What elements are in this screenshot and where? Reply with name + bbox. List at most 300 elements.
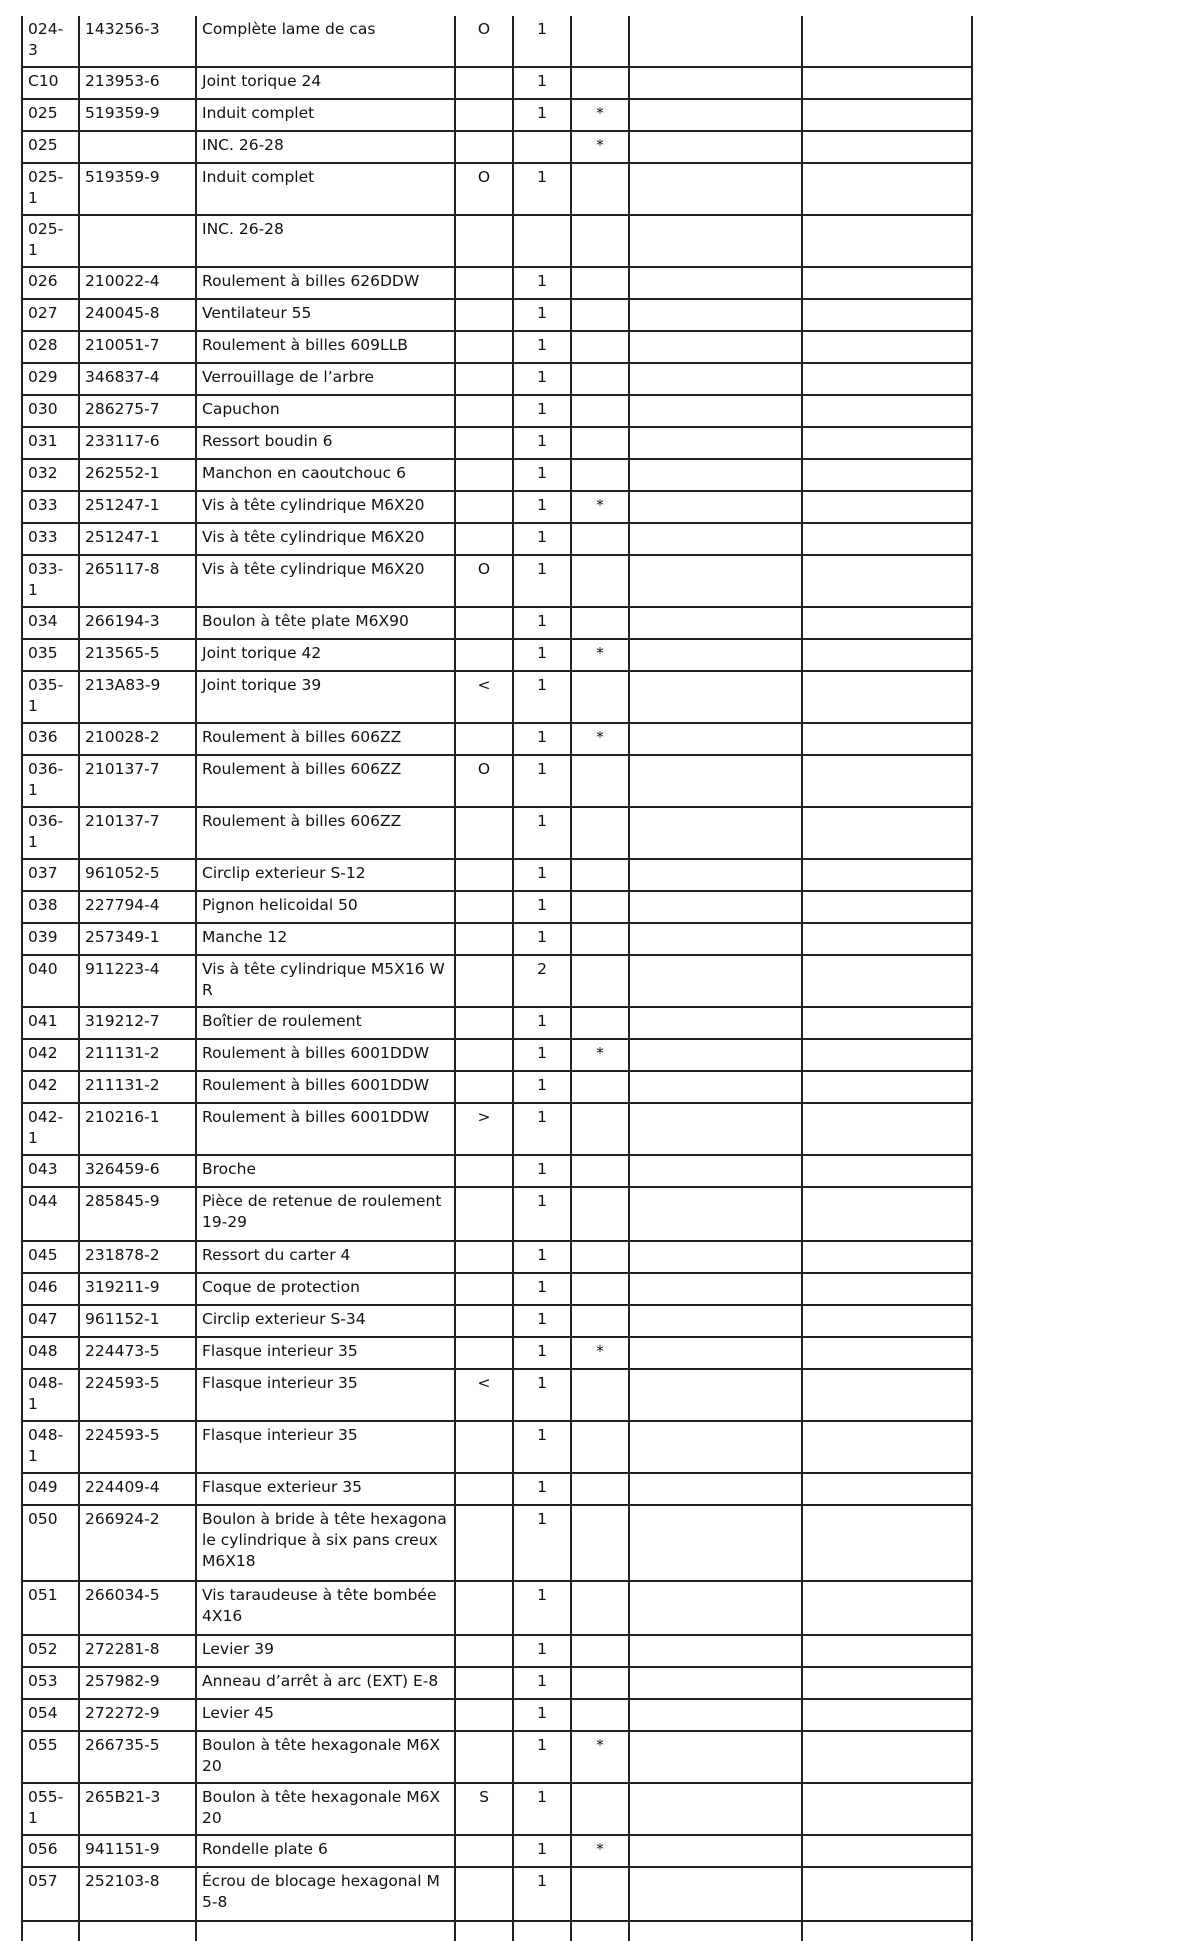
empty-cell (629, 607, 802, 639)
part-number-text: 961052-5 (85, 864, 160, 882)
quantity-text: 1 (537, 1246, 547, 1264)
change-mark-cell (571, 1305, 629, 1337)
item-number-text: 048 (28, 1342, 58, 1360)
item-number-cell (22, 1103, 79, 1155)
part-number-text: 257349-1 (85, 928, 160, 946)
part-number-cell (79, 1783, 196, 1835)
part-number-text: 224473-5 (85, 1342, 160, 1360)
item-number-cell (22, 723, 79, 755)
quantity-text: 1 (537, 272, 547, 290)
part-number-text: 210028-2 (85, 728, 160, 746)
quantity-cell (513, 923, 571, 955)
change-mark-cell (571, 891, 629, 923)
table-row (22, 1867, 972, 1921)
empty-cell (629, 331, 802, 363)
note-cell (455, 1273, 513, 1305)
table-row (22, 67, 972, 99)
description-cell (196, 1473, 455, 1505)
quantity-text: 1 (537, 1672, 547, 1690)
description-text: Roulement à billes 606ZZ (202, 760, 402, 778)
part-number-cell (79, 1273, 196, 1305)
table-row (22, 923, 972, 955)
description-cell (196, 1731, 455, 1783)
description-cell (196, 1273, 455, 1305)
part-number-text: 266194-3 (85, 612, 160, 630)
quantity-text: 2 (537, 960, 547, 978)
quantity-text: 1 (537, 560, 547, 578)
item-number-cell (22, 1007, 79, 1039)
description-text: Ressort du carter 4 (202, 1246, 351, 1264)
table-row (22, 1667, 972, 1699)
part-number-cell (79, 891, 196, 923)
note-cell (455, 163, 513, 215)
empty-cell (802, 955, 972, 1007)
description-text: Vis à tête cylindrique M6X20 (202, 528, 425, 546)
change-mark-cell (571, 99, 629, 131)
description-text: Verrouillage de l’arbre (202, 368, 374, 386)
empty-cell (802, 131, 972, 163)
empty-cell (629, 955, 802, 1007)
part-number-text: 233117-6 (85, 432, 160, 450)
note-cell (455, 723, 513, 755)
note-cell (455, 1155, 513, 1187)
description-cell (196, 1155, 455, 1187)
table-row (22, 395, 972, 427)
table-row (22, 723, 972, 755)
quantity-cell (513, 1421, 571, 1473)
part-number-text: 251247-1 (85, 528, 160, 546)
empty-cell (629, 671, 802, 723)
description-text: Flasque interieur 35 (202, 1374, 358, 1392)
note-cell (455, 923, 513, 955)
change-mark-cell (571, 67, 629, 99)
part-number-cell (79, 131, 196, 163)
item-number-text: 048-1 (28, 1374, 64, 1413)
empty-cell (802, 1155, 972, 1187)
description-text: Rondelle plate 6 (202, 1840, 328, 1858)
note-cell (455, 491, 513, 523)
empty-cell (802, 1699, 972, 1731)
change-mark-cell (571, 459, 629, 491)
description-text: Coque de protection (202, 1278, 360, 1296)
change-mark-cell (571, 607, 629, 639)
quantity-cell (513, 1473, 571, 1505)
part-number-cell (79, 1241, 196, 1273)
quantity-cell (513, 395, 571, 427)
table-row (22, 1505, 972, 1581)
table-row (22, 1039, 972, 1071)
change-mark-text: * (596, 728, 604, 746)
table-row (22, 1369, 972, 1421)
item-number-text: 035 (28, 644, 58, 662)
part-number-cell (79, 1305, 196, 1337)
item-number-text: 036 (28, 728, 58, 746)
part-number-cell (79, 16, 196, 67)
quantity-text: 1 (537, 1278, 547, 1296)
quantity-cell (513, 1337, 571, 1369)
empty-cell (802, 523, 972, 555)
table-row (22, 427, 972, 459)
empty-cell (629, 1783, 802, 1835)
quantity-cell (513, 671, 571, 723)
quantity-text: 1 (537, 1788, 547, 1806)
part-number-cell (79, 923, 196, 955)
empty-cell (571, 1921, 629, 1941)
note-cell (455, 1071, 513, 1103)
item-number-text: 046 (28, 1278, 58, 1296)
empty-cell (802, 1369, 972, 1421)
note-cell (455, 1731, 513, 1783)
empty-cell (629, 1421, 802, 1473)
empty-cell (629, 1305, 802, 1337)
change-mark-cell (571, 1505, 629, 1581)
empty-cell (629, 1667, 802, 1699)
note-cell (455, 955, 513, 1007)
description-text: Roulement à billes 6001DDW (202, 1108, 430, 1126)
item-number-text: 038 (28, 896, 58, 914)
empty-cell (629, 523, 802, 555)
change-mark-text: * (596, 104, 604, 122)
note-cell (455, 755, 513, 807)
description-text: Induit complet (202, 168, 315, 186)
description-text: Flasque interieur 35 (202, 1426, 358, 1444)
empty-cell (629, 1505, 802, 1581)
item-number-cell (22, 1667, 79, 1699)
item-number-cell (22, 639, 79, 671)
quantity-cell (513, 215, 571, 267)
description-cell (196, 131, 455, 163)
item-number-text: 037 (28, 864, 58, 882)
change-mark-cell (571, 1007, 629, 1039)
part-number-text: 266735-5 (85, 1736, 160, 1754)
empty-cell (629, 891, 802, 923)
quantity-cell (513, 163, 571, 215)
part-number-cell (79, 1473, 196, 1505)
item-number-text: 031 (28, 432, 58, 450)
quantity-cell (513, 491, 571, 523)
item-number-text: 035-1 (28, 676, 64, 715)
quantity-cell (513, 1305, 571, 1337)
change-mark-cell (571, 755, 629, 807)
item-number-cell (22, 1273, 79, 1305)
description-cell (196, 1635, 455, 1667)
description-text: Vis taraudeuse à tête bombée 4X16 (202, 1586, 437, 1625)
item-number-cell (22, 363, 79, 395)
part-number-cell (79, 555, 196, 607)
change-mark-cell (571, 1581, 629, 1635)
change-mark-cell (571, 427, 629, 459)
quantity-cell (513, 427, 571, 459)
quantity-cell (513, 1867, 571, 1921)
empty-cell (802, 299, 972, 331)
part-number-text: 213565-5 (85, 644, 160, 662)
part-number-text: 319212-7 (85, 1012, 160, 1030)
description-text: Complète lame de cas (202, 20, 376, 38)
part-number-cell (79, 1581, 196, 1635)
part-number-cell (79, 99, 196, 131)
empty-cell (802, 331, 972, 363)
change-mark-cell (571, 1699, 629, 1731)
quantity-cell (513, 891, 571, 923)
quantity-cell (513, 1155, 571, 1187)
part-number-text: 143256-3 (85, 20, 160, 38)
note-text: < (477, 1374, 491, 1392)
part-number-text: 227794-4 (85, 896, 160, 914)
change-mark-cell (571, 1635, 629, 1667)
part-number-cell (79, 1635, 196, 1667)
change-mark-cell (571, 1667, 629, 1699)
empty-cell (629, 267, 802, 299)
empty-cell (629, 1187, 802, 1241)
description-cell (196, 331, 455, 363)
quantity-text: 1 (537, 1044, 547, 1062)
description-cell (196, 267, 455, 299)
table-row (22, 1421, 972, 1473)
part-number-text: 961152-1 (85, 1310, 160, 1328)
empty-cell (629, 395, 802, 427)
table-row (22, 523, 972, 555)
quantity-cell (513, 1273, 571, 1305)
part-number-cell (79, 859, 196, 891)
item-number-text: 034 (28, 612, 58, 630)
change-mark-text: * (596, 136, 604, 154)
empty-cell (802, 859, 972, 891)
note-cell (455, 1505, 513, 1581)
table-row (22, 331, 972, 363)
description-text: Boulon à bride à tête hexagonale cylindrique à six pans creux M6X18 (202, 1510, 447, 1570)
item-number-cell (22, 891, 79, 923)
table-row (22, 1783, 972, 1835)
item-number-cell (22, 923, 79, 955)
quantity-cell (513, 1783, 571, 1835)
description-cell (196, 639, 455, 671)
quantity-cell (513, 1581, 571, 1635)
empty-cell (629, 1103, 802, 1155)
part-number-text: 326459-6 (85, 1160, 160, 1178)
description-cell (196, 99, 455, 131)
table-row (22, 215, 972, 267)
quantity-text: 1 (537, 1840, 547, 1858)
quantity-cell (513, 1667, 571, 1699)
empty-cell (629, 1241, 802, 1273)
empty-cell (802, 1421, 972, 1473)
quantity-cell (513, 131, 571, 163)
quantity-cell (513, 459, 571, 491)
quantity-text: 1 (537, 1012, 547, 1030)
description-cell (196, 1039, 455, 1071)
description-cell (196, 1369, 455, 1421)
part-number-cell (79, 723, 196, 755)
note-cell (455, 1187, 513, 1241)
item-number-cell (22, 1039, 79, 1071)
empty-cell (79, 1921, 196, 1941)
item-number-cell (22, 1187, 79, 1241)
item-number-cell (22, 671, 79, 723)
item-number-cell (22, 1835, 79, 1867)
table-row (22, 299, 972, 331)
change-mark-cell (571, 555, 629, 607)
empty-cell (802, 459, 972, 491)
item-number-text: 024-3 (28, 20, 64, 59)
item-number-text: 032 (28, 464, 58, 482)
item-number-text: 025-1 (28, 168, 64, 207)
empty-cell (802, 363, 972, 395)
description-text: Boulon à tête hexagonale M6X20 (202, 1788, 441, 1827)
quantity-cell (513, 1505, 571, 1581)
part-number-text: 210051-7 (85, 336, 160, 354)
quantity-cell (513, 1731, 571, 1783)
part-number-text: 285845-9 (85, 1192, 160, 1210)
description-text: INC. 26-28 (202, 136, 284, 154)
empty-cell (802, 1505, 972, 1581)
item-number-text: 048-1 (28, 1426, 64, 1465)
quantity-cell (513, 1835, 571, 1867)
empty-cell (629, 1699, 802, 1731)
empty-cell (629, 491, 802, 523)
item-number-text: 055-1 (28, 1788, 64, 1827)
empty-cell (802, 163, 972, 215)
empty-cell (802, 755, 972, 807)
quantity-text: 1 (537, 1586, 547, 1604)
item-number-cell (22, 555, 79, 607)
description-cell (196, 1667, 455, 1699)
description-text: Joint torique 24 (202, 72, 322, 90)
item-number-cell (22, 755, 79, 807)
change-mark-cell (571, 1337, 629, 1369)
change-mark-cell (571, 395, 629, 427)
note-cell (455, 1369, 513, 1421)
empty-cell (629, 555, 802, 607)
quantity-cell (513, 363, 571, 395)
item-number-cell (22, 859, 79, 891)
note-text: S (479, 1788, 489, 1806)
item-number-text: 043 (28, 1160, 58, 1178)
note-cell (455, 131, 513, 163)
part-number-text: 240045-8 (85, 304, 160, 322)
note-cell (455, 523, 513, 555)
item-number-cell (22, 1421, 79, 1473)
empty-cell (629, 299, 802, 331)
note-cell (455, 363, 513, 395)
change-mark-cell (571, 1039, 629, 1071)
note-cell (455, 299, 513, 331)
parts-table-body (22, 16, 972, 1941)
empty-cell (629, 1369, 802, 1421)
change-mark-cell (571, 491, 629, 523)
change-mark-cell (571, 1369, 629, 1421)
table-row (22, 1187, 972, 1241)
item-number-cell (22, 1071, 79, 1103)
quantity-text: 1 (537, 760, 547, 778)
item-number-text: 025 (28, 104, 58, 122)
quantity-text: 1 (537, 612, 547, 630)
empty-cell (802, 1835, 972, 1867)
change-mark-cell (571, 1867, 629, 1921)
empty-cell (802, 16, 972, 67)
quantity-cell (513, 299, 571, 331)
item-number-cell (22, 163, 79, 215)
part-number-cell (79, 1731, 196, 1783)
part-number-cell (79, 1337, 196, 1369)
note-cell (455, 395, 513, 427)
description-cell (196, 1103, 455, 1155)
table-row (22, 267, 972, 299)
part-number-cell (79, 1007, 196, 1039)
change-mark-cell (571, 163, 629, 215)
item-number-cell (22, 395, 79, 427)
empty-cell (802, 1635, 972, 1667)
empty-cell (802, 427, 972, 459)
quantity-text: 1 (537, 864, 547, 882)
empty-cell (629, 1155, 802, 1187)
quantity-text: 1 (537, 928, 547, 946)
description-text: Capuchon (202, 400, 280, 418)
description-cell (196, 215, 455, 267)
description-text: Vis à tête cylindrique M5X16 WR (202, 960, 445, 999)
description-text: Roulement à billes 6001DDW (202, 1044, 430, 1062)
table-row (22, 891, 972, 923)
change-mark-cell (571, 331, 629, 363)
item-number-text: 030 (28, 400, 58, 418)
note-cell (455, 859, 513, 891)
part-number-cell (79, 491, 196, 523)
part-number-cell (79, 1867, 196, 1921)
table-row (22, 1835, 972, 1867)
empty-cell (802, 1071, 972, 1103)
description-text: Roulement à billes 606ZZ (202, 812, 402, 830)
part-number-cell (79, 363, 196, 395)
quantity-text: 1 (537, 1478, 547, 1496)
quantity-cell (513, 755, 571, 807)
table-row (22, 363, 972, 395)
change-mark-cell (571, 1241, 629, 1273)
change-mark-cell (571, 1103, 629, 1155)
quantity-cell (513, 1071, 571, 1103)
description-text: Roulement à billes 606ZZ (202, 728, 402, 746)
note-cell (455, 1473, 513, 1505)
description-cell (196, 1187, 455, 1241)
table-row (22, 807, 972, 859)
change-mark-cell (571, 671, 629, 723)
empty-cell (802, 1867, 972, 1921)
quantity-cell (513, 723, 571, 755)
part-number-text: 224593-5 (85, 1374, 160, 1392)
item-number-cell (22, 1699, 79, 1731)
quantity-text: 1 (537, 1310, 547, 1328)
description-text: INC. 26-28 (202, 220, 284, 238)
part-number-text: 257982-9 (85, 1672, 160, 1690)
item-number-cell (22, 99, 79, 131)
table-row (22, 1337, 972, 1369)
quantity-text: 1 (537, 400, 547, 418)
item-number-text: 033 (28, 496, 58, 514)
description-cell (196, 1835, 455, 1867)
note-cell (455, 459, 513, 491)
description-cell (196, 1071, 455, 1103)
part-number-text: 519359-9 (85, 104, 160, 122)
description-text: Manchon en caoutchouc 6 (202, 464, 406, 482)
quantity-text: 1 (537, 72, 547, 90)
note-text: O (477, 760, 491, 778)
item-number-cell (22, 267, 79, 299)
change-mark-cell (571, 807, 629, 859)
empty-cell (802, 395, 972, 427)
empty-cell (629, 215, 802, 267)
description-cell (196, 671, 455, 723)
description-cell (196, 891, 455, 923)
quantity-text: 1 (537, 1076, 547, 1094)
description-text: Ventilateur 55 (202, 304, 312, 322)
